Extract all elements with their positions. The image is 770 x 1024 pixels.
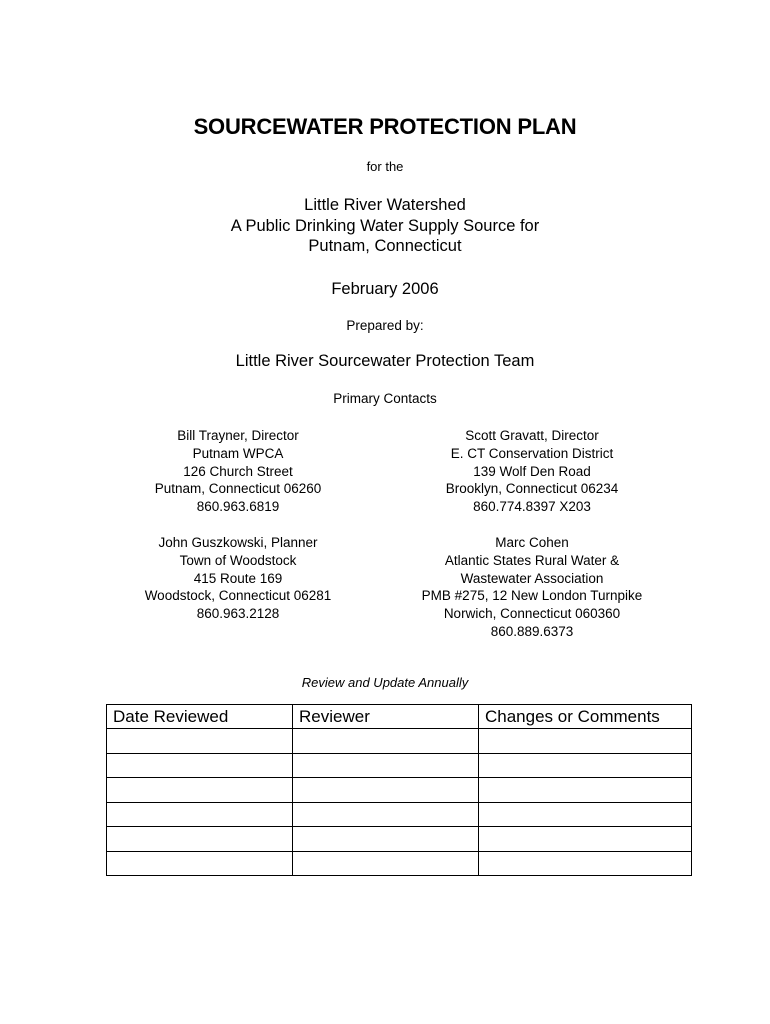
table-cell — [479, 729, 692, 754]
primary-contacts-label: Primary Contacts — [333, 391, 437, 406]
contact-line: Putnam WPCA — [192, 445, 284, 461]
contact-card-john-guszkowski — [112, 534, 364, 623]
team-name: Little River Sourcewater Protection Team — [235, 352, 535, 370]
table-row — [107, 753, 692, 778]
column-header-changes-or-comments: Changes or Comments — [479, 705, 692, 729]
contact-line: Marc Cohen — [495, 535, 569, 550]
contact-line: 126 Church Street — [183, 463, 293, 479]
table-cell — [293, 802, 479, 827]
contact-line: Bill Trayner, Director — [177, 428, 299, 443]
table-cell — [107, 802, 293, 827]
table-cell — [479, 851, 692, 876]
contact-line: Scott Gravatt, Director — [465, 428, 599, 443]
contact-line: Norwich, Connecticut 060360 — [443, 606, 621, 622]
contact-line: Town of Woodstock — [179, 552, 297, 568]
table-row — [107, 851, 692, 876]
table-cell — [107, 729, 293, 754]
table-cell — [479, 778, 692, 803]
contact-line: Putnam, Connecticut 06260 — [154, 481, 322, 497]
document-title: SOURCEWATER PROTECTION PLAN — [193, 114, 577, 139]
table-row — [107, 827, 692, 852]
table-cell — [107, 778, 293, 803]
review-table-header-row — [107, 705, 692, 729]
contact-card-marc-cohen — [406, 534, 658, 641]
contact-card-bill-trayner — [112, 427, 364, 516]
for-the-text: for the — [366, 159, 404, 174]
column-header-date-reviewed: Date Reviewed — [107, 705, 293, 729]
contact-line: 860.963.2128 — [196, 606, 280, 622]
contact-line: E. CT Conservation District — [450, 445, 614, 461]
table-cell — [107, 753, 293, 778]
review-note: Review and Update Annually — [301, 675, 469, 690]
table-cell — [107, 851, 293, 876]
table-cell — [293, 851, 479, 876]
subtitle-line: Little River Watershed — [304, 196, 466, 214]
review-table — [106, 704, 692, 876]
contact-line: 860.774.8397 X203 — [473, 499, 591, 515]
contact-line: John Guszkowski, Planner — [158, 535, 318, 550]
contact-card-scott-gravatt — [406, 427, 658, 516]
subtitle-line: Putnam, Connecticut — [308, 237, 462, 255]
document-date: February 2006 — [331, 280, 439, 298]
table-cell — [479, 827, 692, 852]
contact-line: Atlantic States Rural Water & — [444, 552, 620, 568]
contact-line: 860.889.6373 — [490, 623, 574, 639]
table-cell — [293, 827, 479, 852]
contact-line: 415 Route 169 — [193, 570, 283, 586]
contact-line: Brooklyn, Connecticut 06234 — [445, 481, 619, 497]
table-cell — [479, 753, 692, 778]
prepared-by-label: Prepared by: — [346, 318, 424, 333]
contact-line: Wastewater Association — [460, 570, 604, 586]
table-cell — [293, 753, 479, 778]
contact-line: 860.963.6819 — [196, 499, 280, 515]
table-cell — [107, 827, 293, 852]
subtitle-line: A Public Drinking Water Supply Source for — [230, 216, 540, 235]
table-row — [107, 778, 692, 803]
subtitle-block — [0, 195, 770, 257]
table-row — [107, 729, 692, 754]
contact-line: PMB #275, 12 New London Turnpike — [421, 588, 643, 604]
table-row — [107, 802, 692, 827]
column-header-reviewer: Reviewer — [293, 705, 479, 729]
table-cell — [293, 778, 479, 803]
contact-line: Woodstock, Connecticut 06281 — [144, 588, 332, 604]
table-cell — [479, 802, 692, 827]
contact-line: 139 Wolf Den Road — [473, 463, 591, 479]
table-cell — [293, 729, 479, 754]
